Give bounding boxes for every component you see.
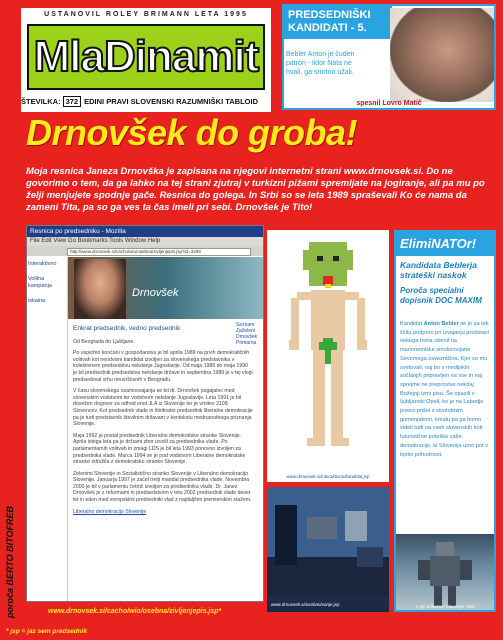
browser-url-field[interactable]: http://www.drnovsek.si/cacho/wio/osebna/zivljenjepis.jsp?id=3209 [67, 248, 251, 256]
pixel-figure-illustration [267, 230, 389, 470]
candidate-portrait [390, 8, 494, 102]
eliminator-game-caption: v igri prikazovi Slovenije Vikki [416, 604, 475, 609]
candidates-box [282, 4, 496, 110]
site-banner [68, 257, 263, 319]
footnote: * jsp = jaz sem predsednik [6, 628, 88, 635]
article-intro: Enkrat predsednik, vedno predsednik [73, 325, 181, 332]
eliminator-body [400, 320, 492, 459]
article-link[interactable]: Liberalno demokracijo Slovenije [73, 508, 147, 515]
side-credit-text: poroča BERTO BITOFREB [5, 505, 15, 618]
article-paragraph: Zelenimi Slovenije in Socialistično stranko Slovenije v Liberalno demokracijo Slovenije. Januarja 1997 je začel tretji mandat predsednika vlade. Novembra 2000 je bil v parlamentu četrtič izvoljen za predsednika vlade. Dr. Janez Drnovšek je z reformami in predsedstvom v letu 2002 predsednik vlade deset let in eden med evropskimi predsedniki vlad z najdaljšim premierskim stažem. [73, 470, 252, 504]
right-link[interactable]: Seznam [236, 322, 255, 328]
body-prefix: Kandidat [400, 321, 424, 327]
issue-label: ŠTEVILKA: [21, 97, 61, 106]
candidates-title: PREDSEDNIŠKI KANDIDATI - 5. [284, 6, 392, 39]
robot-illustration [396, 534, 494, 612]
tagline: EDINI PRAVI SLOVENSKI RAZUMNIŠKI TABLOID [84, 97, 259, 106]
lead-paragraph: Moja resnica Janeza Drnovška je zapisana na njegovi internetni strani www.drnovsek.si. Do ne govorimo o tem, da ga lahko na tej strani zjutraj v turkizni pižami spremljate na jogiranje, ali pa mu po želji menjujete spodnje gače. Resnica do golega. In Srbi so se leta 1989 spraševali Ko će nama da zameni Tita, pa so ga ves ta čas imeli pri sebi. Drnovšek je Tito! [26, 166, 485, 213]
candidates-poem: Bebler Anton je čuden patron - lidor Nata ne hvali, ga smrtno užali. [286, 51, 355, 76]
candidates-signature: spesnil Lovro Matič [356, 100, 422, 107]
article-paragraph: V času slovenskega osamosvajanja se bil dr. Drnovšek pogajalec med slovenskim vodstvom ter vodstvom nekdanje Jugoslavije. Leta 1991 je bil dosežen dogovor za odhod enot JLA iz Slovenije ter je vrnitev 2108 Slovencev. Kot predsednik vlade in štirikratni predsednik liberalne demokracije pa je tudi predstavnik številnim državam v kontekstu mednarodnega priznanja Slovenije. [73, 388, 253, 428]
browser-screenshot [26, 225, 264, 602]
pixel-panel-url: www.drnovsek.si/interaktivno/kandidat.jsp [286, 474, 370, 479]
sidebar-item-kampanja[interactable]: Volilna kampanja [28, 276, 52, 289]
body-name: Anton Bebler [423, 321, 459, 327]
right-link[interactable]: Primarna [236, 340, 257, 346]
article-date-line: Od Beograda do Ljubljane. [73, 338, 135, 345]
pixel-art-panel [267, 230, 389, 482]
banner-portrait [74, 259, 126, 319]
browser-title-bar: Resnica po predsedniku - Mozilla [27, 226, 264, 237]
headline: Drnovšek do groba! [26, 112, 358, 153]
eliminator-byline: Poroča specialni dopisnik DOC MAXIM [400, 286, 482, 305]
browser-menu-bar[interactable]: File Edit View Go Bookmarks Tools Window Help [27, 237, 264, 246]
eliminator-title: ElimiNATOr! [396, 232, 496, 256]
eliminator-game-image [396, 534, 494, 612]
banner-name: Drnovšek [132, 287, 179, 299]
right-link[interactable]: Zaželeni [236, 328, 255, 334]
game-panel-url: www.drnovsek.si/osebno/sanje.jsp [271, 602, 340, 607]
article-paragraph: Po uspešno končani v gospodarstvu je bil aprila 1989 na prvih demokratičnih volitvah kot neodvisni kandidat izvoljen za slovenskega predstavnika v kolektivnem predsedstvu nekdanje Jugoslavije. Od maja 1989 do maja 1990 je bil predsednik predsedstva nekdanje države in septembra 1989 je v tej vlogi predsedoval vrhu neuvrščenih v Beogradu. [73, 350, 253, 383]
browser-caption-url: www.drnovsek.si/cacho/wio/osebna/zivljenjepis.jsp* [48, 608, 222, 615]
browser-sidebar [27, 257, 68, 601]
game-screenshot-panel [267, 487, 389, 612]
body-rest: se je za tek ščitu podporo pri izvajanju predstavi nekega trona obenil na marionetniške sinokonvijane Sevemega zavezništva. Kjer so mu svetovali, naj bo v medijskih sočlanjih pripravljen na vse in naj sprejme ne preprostve nekdaj Božejnji izmi pisu. Še opazili v Ijubljanski Opeli, ko je na Labodje jezero prišel s sivotobnim gumenjakom, kmalu pa ga bomo videli tudi na vseh slovenskih koti futuristične poteške vaše demokracije, ki Slovenija urno pot v lepšo prihodnost. [400, 321, 489, 458]
sidebar-item-interaktivno[interactable]: Interaktivno [28, 261, 57, 267]
article-paragraph: Maja 1992 je postal predsednik Liberalno demokratske stranke Slovenije. Aprila istega leta pa je državni zbor izvolil za predsednika vlade. Po parlamentarnih volitvah in zmagi LDS je bil leta 1993 ponovno izvoljen za predsednika vlade. Marca 1994 se je pod vodstvom Liberalne demokratske stranke združila z demokratsko stranko Slovenije. [73, 432, 246, 466]
eliminator-subtitle: Kandidata Beblerja strateški naskok [400, 260, 477, 280]
masthead [21, 8, 271, 112]
game-scene-illustration [267, 487, 389, 597]
article-content [73, 326, 253, 515]
sidebar-item-iskalna[interactable]: iskalna [28, 298, 46, 304]
issue-line [21, 94, 271, 110]
eliminator-box [394, 230, 496, 612]
side-credit [5, 500, 17, 620]
founded-line: USTANOVIL ROLEY BRIMANN LETA 1995 [21, 8, 271, 22]
right-link[interactable]: Drnovšek [236, 334, 258, 340]
issue-number: 372 [63, 96, 82, 107]
logo[interactable]: MlaDinamit [27, 24, 265, 90]
